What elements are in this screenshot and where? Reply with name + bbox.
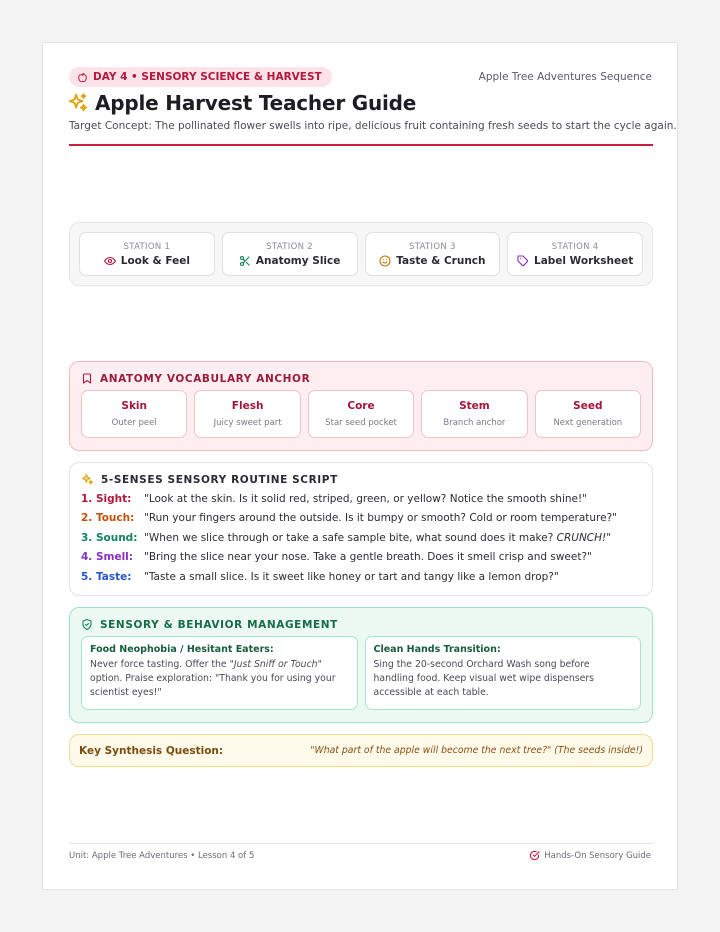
sparkles-icon — [67, 92, 89, 114]
station-name: Anatomy Slice — [255, 254, 341, 267]
station-card-3 — [365, 232, 501, 276]
vocabulary-heading: ANATOMY VOCABULARY ANCHOR — [100, 372, 311, 385]
station-bar — [69, 222, 653, 286]
page-title: Apple Harvest Teacher Guide — [95, 91, 417, 115]
management-heading: SENSORY & BEHAVIOR MANAGEMENT — [100, 618, 338, 631]
sense-row-sound — [81, 528, 641, 548]
synthesis-question-bar — [69, 734, 653, 767]
synthesis-question: "What part of the apple will become the next tree?" (The seeds inside!) — [310, 745, 643, 756]
scissors-icon — [239, 255, 251, 267]
sense-prompt: "Run your fingers around the outside. Is it bumpy or smooth? Cold or room temperature?" — [144, 512, 617, 525]
card-body: Sing the 20-second Orchard Wash song before handling food. Keep visual wet wipe dispensers accessible at each table. — [373, 659, 595, 698]
senses-heading-row — [81, 473, 641, 486]
sense-row-sight — [81, 489, 641, 509]
vocabulary-panel — [69, 361, 653, 451]
sense-prompt-end: " — [606, 531, 612, 544]
title-divider — [69, 144, 653, 146]
card-body-emphasis: "Just Sniff or Touch" — [229, 659, 322, 670]
vocab-definition: Next generation — [553, 418, 623, 428]
clean-hands-card — [365, 636, 642, 710]
sense-row-smell — [81, 548, 641, 568]
lesson-page — [42, 42, 678, 890]
station-number: STATION 1 — [123, 241, 171, 252]
footer-unit: Unit: Apple Tree Adventures • Lesson 4 of 5 — [69, 851, 255, 861]
sense-label: 1. Sight: — [81, 492, 132, 505]
check-circle-icon — [529, 850, 540, 861]
eye-icon — [104, 255, 116, 267]
sense-label: 2. Touch: — [81, 512, 135, 525]
sense-prompt: "When we slice through or take a safe sample bite, what sound does it make? — [144, 531, 557, 544]
sense-row-touch — [81, 509, 641, 529]
smile-icon — [379, 255, 391, 267]
vocab-card-stem — [421, 390, 527, 438]
vocab-term: Flesh — [231, 400, 264, 412]
station-name: Label Worksheet — [534, 254, 634, 267]
senses-script-panel — [69, 462, 653, 596]
page-title-row — [67, 91, 416, 115]
tag-icon — [517, 255, 529, 267]
station-name: Taste & Crunch — [396, 254, 486, 267]
sense-prompt-emphasis: CRUNCH! — [556, 531, 607, 544]
station-card-4 — [507, 232, 643, 276]
card-body — [90, 658, 349, 700]
sparkles-icon — [81, 473, 94, 486]
vocab-definition: Star seed pocket — [325, 418, 397, 428]
vocab-card-flesh — [194, 390, 300, 438]
shield-check-icon — [81, 618, 93, 631]
management-heading-row — [81, 618, 641, 631]
sense-label: 5. Taste: — [81, 570, 132, 583]
vocab-card-seed — [535, 390, 641, 438]
sense-prompt: "Bring the slice near your nose. Take a gentle breath. Does it smell crisp and sweet?" — [144, 551, 592, 564]
bookmark-icon — [81, 372, 93, 385]
footer-divider — [69, 843, 653, 844]
management-panel — [69, 607, 653, 723]
sense-prompt: "Look at the skin. Is it solid red, striped, green, or yellow? Notice the smooth shine!" — [144, 492, 588, 505]
card-title: Clean Hands Transition: — [373, 644, 501, 655]
card-body-text-end: option. Praise exploration: "Thank you for using your scientist eyes!" — [90, 673, 336, 698]
vocab-definition: Juicy sweet part — [213, 418, 282, 428]
vocab-card-core — [308, 390, 414, 438]
station-card-1 — [79, 232, 215, 276]
sense-label: 4. Smell: — [81, 551, 133, 564]
day-badge-label: DAY 4 • SENSORY SCIENCE & HARVEST — [93, 71, 322, 83]
day-badge — [69, 67, 332, 87]
sense-label: 3. Sound: — [81, 531, 138, 544]
vocab-term: Stem — [459, 400, 490, 412]
station-number: STATION 2 — [266, 241, 313, 252]
apple-icon — [77, 72, 88, 83]
vocab-term: Skin — [121, 400, 148, 412]
target-concept: Target Concept: The pollinated flower swells into ripe, delicious fruit containing fresh seeds to start the cycle again. — [69, 120, 677, 132]
sequence-label: Apple Tree Adventures Sequence — [478, 71, 652, 83]
station-card-2 — [222, 232, 358, 276]
card-body-text: Never force tasting. Offer the — [90, 659, 230, 670]
synthesis-label: Key Synthesis Question: — [79, 744, 224, 757]
sense-prompt: "Taste a small slice. Is it sweet like honey or tart and tangy like a lemon drop?" — [144, 570, 559, 583]
vocab-card-skin — [81, 390, 187, 438]
sense-row-taste — [81, 567, 641, 587]
station-number: STATION 4 — [551, 241, 599, 252]
vocab-definition: Branch anchor — [443, 418, 506, 428]
vocab-term: Seed — [573, 400, 603, 412]
neophobia-card — [81, 636, 358, 710]
vocab-term: Core — [347, 400, 375, 412]
footer-guide — [529, 850, 651, 861]
card-title: Food Neophobia / Hesitant Eaters: — [90, 644, 274, 655]
vocab-definition: Outer peel — [111, 418, 157, 428]
vocabulary-heading-row — [81, 372, 641, 385]
station-number: STATION 3 — [409, 241, 456, 252]
footer-guide-label: Hands-On Sensory Guide — [544, 850, 651, 861]
station-name: Look & Feel — [120, 254, 190, 267]
senses-heading: 5-SENSES SENSORY ROUTINE SCRIPT — [101, 473, 338, 486]
